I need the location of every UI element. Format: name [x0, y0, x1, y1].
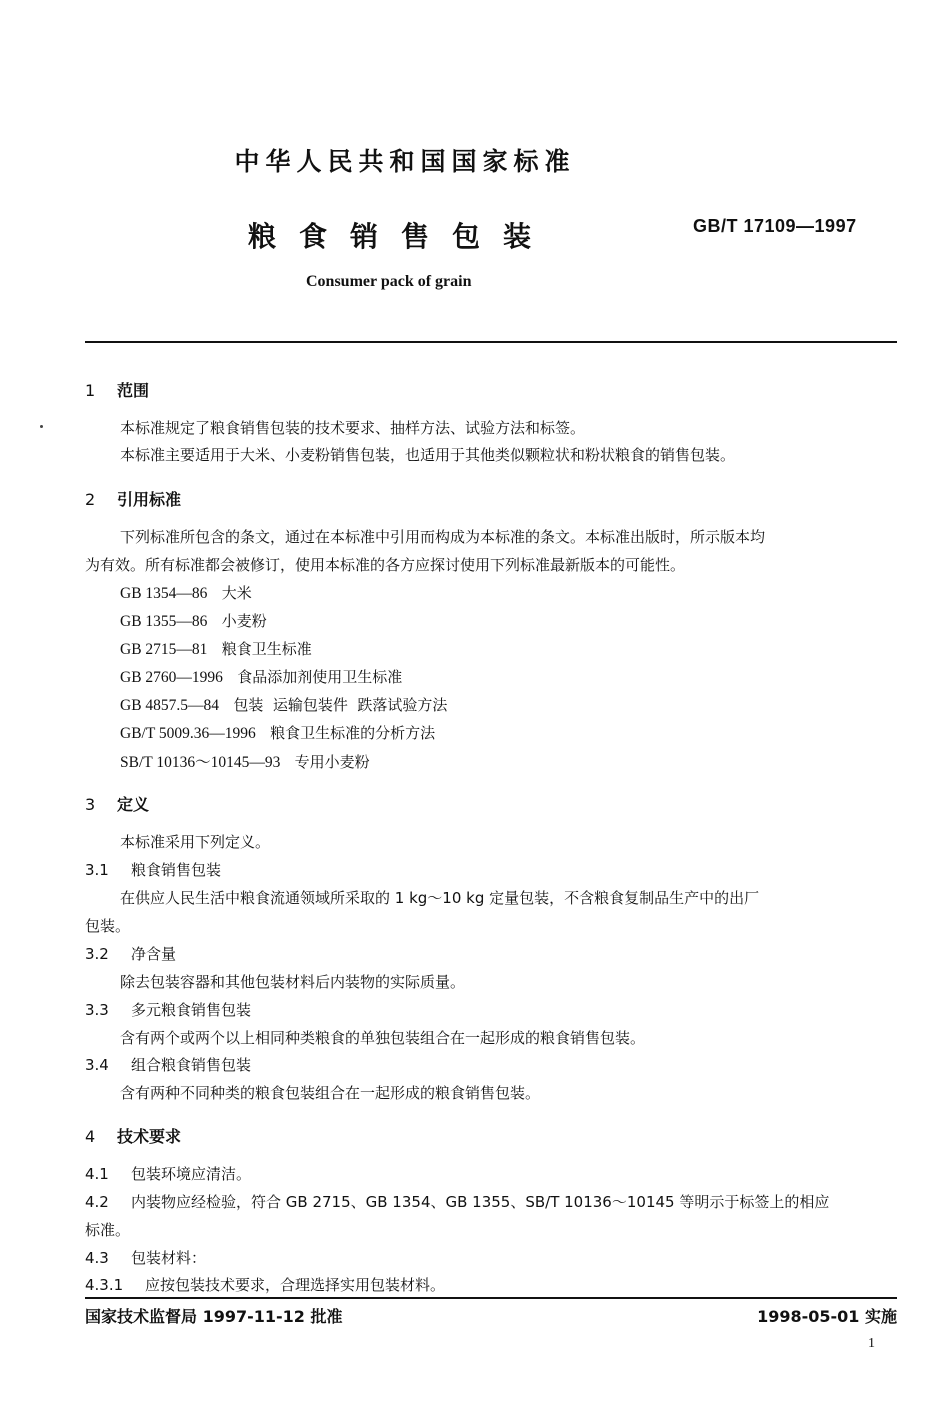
section-1-paragraph: 本标准主要适用于大米、小麦粉销售包装，也适用于其他类似颗粒状和粉状粮食的销售包装。	[120, 446, 736, 464]
definition-text: 含有两个或两个以上相同种类粮食的单独包装组合在一起形成的粮食销售包装。	[120, 1029, 646, 1047]
section-3-heading: 3 定义	[85, 795, 150, 814]
reference-item: GB 1354—86 大米	[120, 584, 252, 602]
section-1-paragraph: 本标准规定了粮食销售包装的技术要求、抽样方法、试验方法和标签。	[120, 419, 586, 437]
section-3-intro: 本标准采用下列定义。	[120, 833, 271, 851]
approval-line: 国家技术监督局 1997-11-12 批准	[85, 1307, 343, 1326]
reference-item: GB 2715—81 粮食卫生标准	[120, 640, 312, 658]
requirement-item: 4.3 包装材料：	[85, 1249, 207, 1267]
reference-item: GB 2760—1996 食品添加剂使用卫生标准	[120, 668, 403, 686]
definition-text: 含有两种不同种类的粮食包装组合在一起形成的粮食销售包装。	[120, 1084, 541, 1102]
implementation-date: 1998-05-01 实施	[757, 1307, 897, 1326]
reference-item: GB 4857.5—84 包装 运输包装件 跌落试验方法	[120, 696, 448, 714]
english-title: Consumer pack of grain	[306, 273, 472, 290]
document-title: 粮食销售包装	[248, 220, 555, 253]
definition-heading: 3.4 组合粮食销售包装	[85, 1056, 252, 1074]
requirement-item: 4.2 内装物应经检验，符合 GB 2715、GB 1354、GB 1355、SB/T 10136～10145 等明示于标签上的相应	[85, 1193, 830, 1211]
definition-heading: 3.1 粮食销售包装	[85, 861, 222, 879]
section-2-intro: 为有效。所有标准都会被修订，使用本标准的各方应探讨使用下列标准最新版本的可能性。	[85, 556, 686, 574]
section-2-intro: 下列标准所包含的条文，通过在本标准中引用而构成为本标准的条文。本标准出版时，所示版本均	[120, 528, 766, 546]
section-4-heading: 4 技术要求	[85, 1127, 182, 1146]
page-number: 1	[868, 1336, 875, 1351]
reference-item: GB 1355—86 小麦粉	[120, 612, 267, 630]
section-1-heading: 1 范围	[85, 381, 150, 400]
standard-number: GB/T 17109—1997	[693, 216, 857, 236]
reference-item: SB/T 10136～10145—93 专用小麦粉	[120, 753, 370, 771]
definition-text: 除去包装容器和其他包装材料后内装物的实际质量。	[120, 973, 466, 991]
section-2-heading: 2 引用标准	[85, 490, 182, 509]
scan-speck	[40, 425, 43, 428]
requirement-item: 4.1 包装环境应清洁。	[85, 1165, 252, 1183]
reference-item: GB/T 5009.36—1996 粮食卫生标准的分析方法	[120, 724, 436, 742]
definition-text: 在供应人民生活中粮食流通领域所采取的 1 kg～10 kg 定量包装，不含粮食复制品生产中的出厂	[120, 889, 760, 907]
requirement-item: 4.3.1 应按包装技术要求，合理选择实用包装材料。	[85, 1276, 446, 1294]
footer-divider	[85, 1297, 897, 1299]
definition-text: 包装。	[85, 917, 131, 935]
national-standard-heading	[0, 142, 950, 178]
definition-heading: 3.3 多元粮食销售包装	[85, 1001, 252, 1019]
national-standard-text: 中华人民共和国国家标准	[234, 147, 576, 176]
requirement-text: 标准。	[85, 1221, 131, 1239]
definition-heading: 3.2 净含量	[85, 945, 177, 963]
header-divider	[85, 341, 897, 343]
